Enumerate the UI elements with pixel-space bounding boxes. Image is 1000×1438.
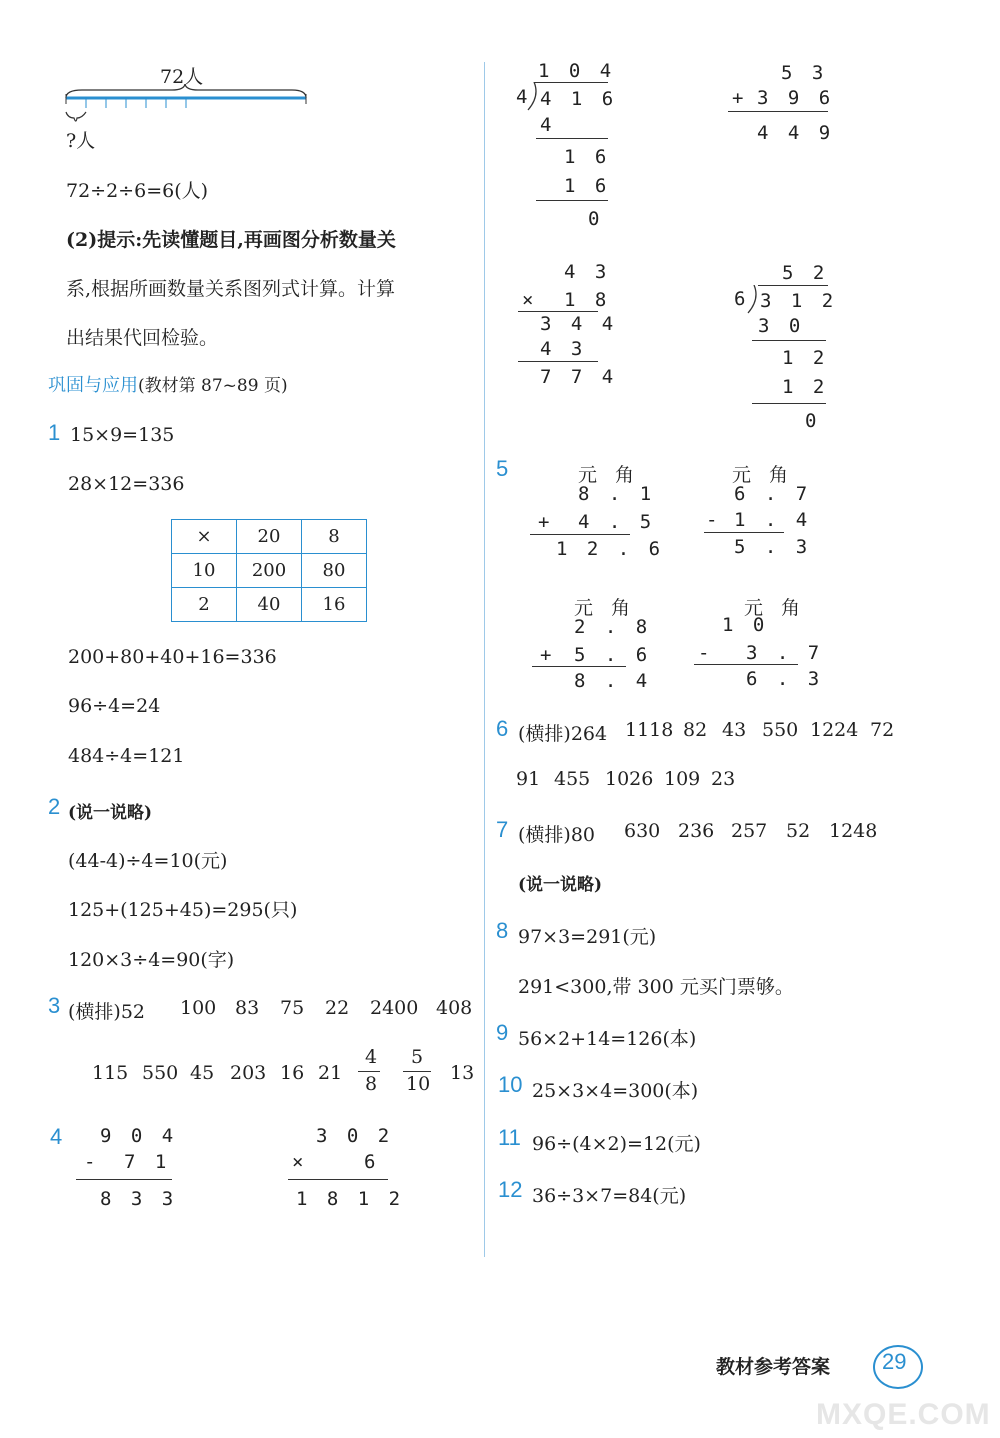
operand: 1 0 (722, 614, 769, 636)
answer-item: 1248 (829, 820, 878, 842)
answer-item: 236 (678, 820, 715, 842)
remainder: 0 (588, 208, 604, 230)
note: (说一说略) (68, 803, 153, 823)
answer-item: 91 (516, 768, 541, 790)
table-cell: 40 (237, 588, 302, 622)
partial-product: 4 3 (540, 338, 587, 360)
question-number: 11 (498, 1125, 521, 1150)
unit-header: 元 角 (732, 464, 795, 486)
question-number: 8 (496, 918, 509, 943)
column-divider (484, 62, 485, 1257)
equation: 97×3=291(元) (518, 926, 657, 948)
section-heading (48, 371, 288, 397)
answer-item: 82 (683, 719, 708, 741)
operator: + (732, 87, 748, 109)
result: 8 3 3 (100, 1188, 178, 1210)
answer-item: 21 (318, 1062, 343, 1084)
unit-header: 元 角 (574, 597, 637, 619)
partial-step: 3 0 (758, 315, 805, 337)
question-number: 6 (496, 716, 509, 741)
result: 1 8 1 2 (296, 1188, 405, 1210)
hint-line: (2)提示:先读懂题目,再画图分析数量关 (66, 229, 396, 251)
answer-item: 75 (280, 997, 305, 1019)
answer-item: 257 (731, 820, 768, 842)
diagram-part-label: ?人 (66, 130, 96, 152)
diagram-total-label: 72人 (160, 66, 204, 88)
operand: 5 3 (781, 62, 828, 84)
answer-item: 630 (624, 820, 661, 842)
division-bracket (746, 285, 760, 315)
operand: 4 3 (564, 261, 611, 283)
footer-label: 教材参考答案 (716, 1357, 831, 1378)
answer-item: 72 (870, 719, 895, 741)
table-cell: 8 (302, 520, 367, 554)
unit-header: 元 角 (744, 597, 807, 619)
answer-item: 1026 (605, 768, 654, 790)
answer-item: 23 (711, 768, 736, 790)
partial-step: 1 6 (564, 146, 611, 168)
equation: 96÷4=24 (68, 695, 161, 717)
section-subtitle: (教材第 87~89 页) (138, 376, 288, 396)
table-cell: 2 (172, 588, 237, 622)
section-title: 巩固与应用 (48, 375, 138, 396)
equation: (44-4)÷4=10(元) (68, 850, 228, 872)
result: 6 . 3 (746, 668, 824, 690)
answer-item: 16 (280, 1062, 305, 1084)
result: 8 . 4 (574, 670, 652, 692)
question-number: 3 (48, 993, 61, 1018)
answer-item: 52 (786, 820, 811, 842)
table-cell: 10 (172, 554, 237, 588)
dividend: 4 1 6 (540, 88, 618, 110)
answer-item: 203 (230, 1062, 267, 1084)
result: 1 2 . 6 (556, 538, 665, 560)
division-bracket (526, 82, 540, 112)
answer-item: 115 (92, 1062, 129, 1084)
page-number: 29 (882, 1349, 907, 1374)
question-number: 12 (498, 1177, 523, 1202)
operator: - (698, 642, 714, 664)
answer-item: 45 (190, 1062, 215, 1084)
fraction-numerator: 4 (365, 1046, 378, 1068)
partial-step: 1 2 (782, 376, 829, 398)
operand: 6 . 7 (734, 483, 812, 505)
table-cell: 20 (237, 520, 302, 554)
fraction-numerator: 5 (411, 1046, 424, 1068)
equation: 25×3×4=300(本) (532, 1080, 699, 1102)
table-cell: 80 (302, 554, 367, 588)
equation: 200+80+40+16=336 (68, 646, 277, 668)
answer-item: 13 (450, 1062, 475, 1084)
operand: 4 . 5 (578, 511, 656, 533)
operand: 6 (364, 1151, 380, 1173)
table-cell: 200 (237, 554, 302, 588)
question-number: 1 (48, 420, 61, 445)
fraction-denominator: 10 (406, 1073, 431, 1095)
equation: 96÷(4×2)=12(元) (532, 1133, 701, 1155)
answer-item: 109 (664, 768, 701, 790)
operand: 2 . 8 (574, 616, 652, 638)
operand: 9 0 4 (100, 1125, 178, 1147)
table-row (172, 588, 367, 622)
operand: 7 1 (124, 1151, 171, 1173)
answer-item: 408 (436, 997, 473, 1019)
answer-item: 1224 (810, 719, 859, 741)
divisor: 4 (516, 86, 532, 108)
answer-text: 291<300,带 300 元买门票够。 (518, 976, 794, 998)
hint-line: 系,根据所画数量关系图列式计算。计算 (66, 278, 396, 300)
question-number: 7 (496, 817, 509, 842)
answer-item: 22 (325, 997, 350, 1019)
watermark: MXQE.COM (816, 1398, 991, 1431)
equation: 15×9=135 (70, 424, 175, 446)
operand: 8 . 1 (578, 483, 656, 505)
quotient: 5 2 (782, 262, 829, 284)
equation: 56×2+14=126(本) (518, 1028, 697, 1050)
operand: 3 . 7 (746, 642, 824, 664)
divisor: 6 (734, 288, 750, 310)
answer-item: 1118 (625, 719, 674, 741)
note: (说一说略) (518, 875, 603, 895)
operator: + (540, 644, 556, 666)
multiplication-table (171, 519, 367, 622)
operator: - (706, 509, 722, 531)
answer-item: (横排)264 (518, 723, 608, 745)
partial-step: 4 (540, 114, 556, 136)
dividend: 3 1 2 (760, 290, 838, 312)
result: 4 4 9 (757, 122, 835, 144)
equation: 36÷3×7=84(元) (532, 1185, 687, 1207)
answer-item: 455 (554, 768, 591, 790)
fraction-denominator: 8 (365, 1073, 378, 1095)
answer-item: (横排)52 (68, 1001, 146, 1023)
result: 7 7 4 (540, 366, 618, 388)
operand: 1 . 4 (734, 509, 812, 531)
question-number: 2 (48, 794, 61, 819)
question-number: 5 (496, 456, 509, 481)
answer-item: 2400 (370, 997, 419, 1019)
question-number: 9 (496, 1020, 509, 1045)
table-row (172, 520, 367, 554)
question-number: 4 (50, 1124, 63, 1149)
answer-item: 83 (235, 997, 260, 1019)
operand: 3 9 6 (757, 87, 835, 109)
operand: 1 8 (564, 289, 611, 311)
unit-header: 元 角 (578, 464, 641, 486)
partial-step: 1 6 (564, 175, 611, 197)
equation: 120×3÷4=90(字) (68, 949, 235, 971)
answer-item: 100 (180, 997, 217, 1019)
partial-step: 1 2 (782, 347, 829, 369)
operator: × (292, 1151, 308, 1173)
answer-item: 43 (722, 719, 747, 741)
operand: 5 . 6 (574, 644, 652, 666)
table-row (172, 554, 367, 588)
equation: 484÷4=121 (68, 745, 185, 767)
answer-item: 550 (762, 719, 799, 741)
equation: 28×12=336 (68, 473, 185, 495)
result: 5 . 3 (734, 536, 812, 558)
answer-item: 550 (142, 1062, 179, 1084)
operand: 3 0 2 (316, 1125, 394, 1147)
question-number: 10 (498, 1072, 523, 1097)
hint-line: 出结果代回检验。 (66, 327, 219, 349)
bar-diagram (62, 84, 312, 134)
equation: 72÷2÷6=6(人) (66, 180, 209, 202)
operator: + (538, 511, 554, 533)
remainder: 0 (805, 410, 821, 432)
table-cell: × (172, 520, 237, 554)
operator: × (522, 289, 538, 311)
operator: - (84, 1151, 100, 1173)
equation: 125+(125+45)=295(只) (68, 899, 298, 921)
table-cell: 16 (302, 588, 367, 622)
answer-item: (横排)80 (518, 824, 596, 846)
partial-product: 3 4 4 (540, 313, 618, 335)
quotient: 1 0 4 (538, 60, 616, 82)
